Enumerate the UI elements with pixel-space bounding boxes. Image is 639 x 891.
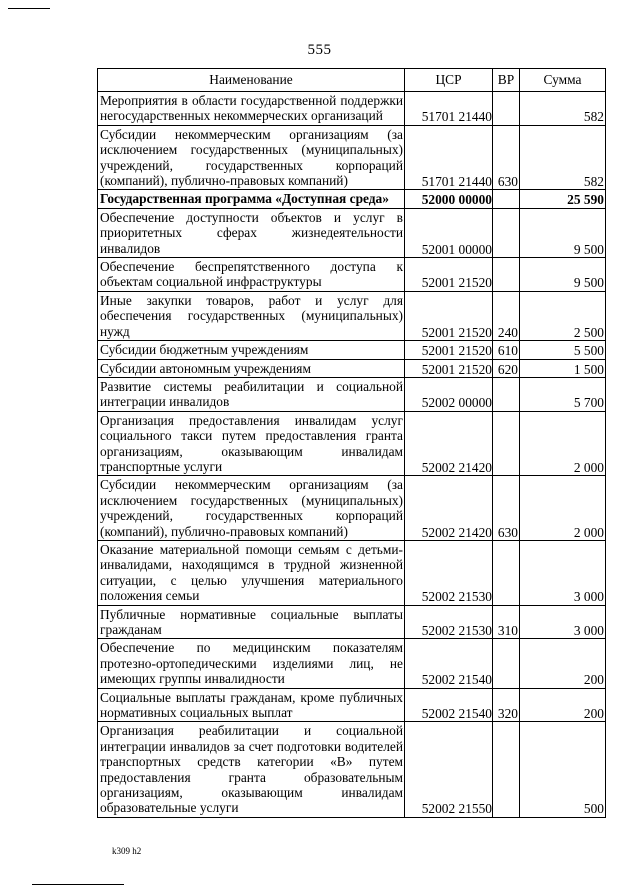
table-row xyxy=(98,359,606,377)
table-row xyxy=(98,639,606,688)
cell-name: Мероприятия в области государственной поддержки негосударственных некоммерческих организаций xyxy=(98,92,405,126)
cell-csr: 52000 00000 xyxy=(405,190,493,208)
cell-sum: 3 000 xyxy=(520,540,606,605)
cell-sum: 582 xyxy=(520,92,606,126)
table-row xyxy=(98,605,606,639)
cell-sum: 1 500 xyxy=(520,359,606,377)
cell-vr: 610 xyxy=(493,341,520,359)
cell-vr: 620 xyxy=(493,359,520,377)
cell-csr: 52002 21530 xyxy=(405,540,493,605)
cell-csr: 51701 21440 xyxy=(405,125,493,190)
table-row xyxy=(98,476,606,541)
cell-sum: 2 500 xyxy=(520,291,606,340)
cell-sum: 2 000 xyxy=(520,411,606,476)
cell-name: Обеспечение доступности объектов и услуг в приоритетных сферах жизнедеятельности инвалидов xyxy=(98,208,405,257)
bottom-rule xyxy=(32,884,124,885)
budget-table xyxy=(97,68,606,818)
cell-vr xyxy=(493,722,520,817)
table-header-row xyxy=(98,69,606,92)
cell-sum: 3 000 xyxy=(520,605,606,639)
table-row xyxy=(98,377,606,411)
cell-sum: 2 000 xyxy=(520,476,606,541)
cell-csr: 52002 21420 xyxy=(405,411,493,476)
cell-sum: 200 xyxy=(520,639,606,688)
cell-name: Обеспечение беспрепятственного доступа к объектам социальной инфраструктуры xyxy=(98,258,405,292)
cell-name: Субсидии автономным учреждениям xyxy=(98,359,405,377)
cell-sum: 582 xyxy=(520,125,606,190)
cell-csr: 52002 21540 xyxy=(405,639,493,688)
page-number: 555 xyxy=(307,42,332,58)
cell-name: Оказание материальной помощи семьям с детьми-инвалидами, находящимся в трудной жизненной ситуации, с целью улучшения материального положения семьи xyxy=(98,540,405,605)
cell-vr: 320 xyxy=(493,688,520,722)
cell-vr xyxy=(493,190,520,208)
cell-csr: 52001 00000 xyxy=(405,208,493,257)
cell-name: Субсидии некоммерческим организациям (за исключением государственных (муниципальных) учреждений, государственных корпораций (компаний), публично-правовых компаний) xyxy=(98,476,405,541)
cell-name: Организация предоставления инвалидам услуг социального такси путем предоставления гранта организациям, оказывающим инвалидам транспортные услуги xyxy=(98,411,405,476)
header-vr: ВР xyxy=(493,69,520,92)
cell-csr: 52001 21520 xyxy=(405,258,493,292)
header-csr: ЦСР xyxy=(405,69,493,92)
cell-name: Государственная программа «Доступная среда» xyxy=(98,190,405,208)
header-sum: Сумма xyxy=(520,69,606,92)
table-row xyxy=(98,722,606,817)
cell-name: Организация реабилитации и социальной интеграции инвалидов за счет подготовки водителей транспортных средств категории «В» путем предоставления гранта образовательным организациям, оказывающим инвалидам образовательные услуги xyxy=(98,722,405,817)
table-row xyxy=(98,190,606,208)
cell-name: Субсидии некоммерческим организациям (за исключением государственных (муниципальных) учреждений, государственных корпораций (компаний), публично-правовых компаний) xyxy=(98,125,405,190)
cell-vr: 240 xyxy=(493,291,520,340)
cell-vr: 310 xyxy=(493,605,520,639)
cell-vr xyxy=(493,258,520,292)
table-row xyxy=(98,411,606,476)
cell-sum: 9 500 xyxy=(520,208,606,257)
cell-name: Социальные выплаты гражданам, кроме публичных нормативных социальных выплат xyxy=(98,688,405,722)
cell-vr: 630 xyxy=(493,125,520,190)
table-row xyxy=(98,540,606,605)
cell-csr: 52001 21520 xyxy=(405,341,493,359)
cell-vr: 630 xyxy=(493,476,520,541)
cell-csr: 52002 21420 xyxy=(405,476,493,541)
cell-csr: 52002 21540 xyxy=(405,688,493,722)
table-row xyxy=(98,688,606,722)
table-row xyxy=(98,341,606,359)
cell-sum: 5 500 xyxy=(520,341,606,359)
cell-csr: 52001 21520 xyxy=(405,359,493,377)
table-row xyxy=(98,125,606,190)
cell-csr: 52002 21530 xyxy=(405,605,493,639)
table-row xyxy=(98,208,606,257)
cell-sum: 9 500 xyxy=(520,258,606,292)
cell-name: Публичные нормативные социальные выплаты гражданам xyxy=(98,605,405,639)
cell-vr xyxy=(493,92,520,126)
cell-name: Иные закупки товаров, работ и услуг для обеспечения государственных (муниципальных) нужд xyxy=(98,291,405,340)
cell-sum: 5 700 xyxy=(520,377,606,411)
cell-name: Развитие системы реабилитации и социальной интеграции инвалидов xyxy=(98,377,405,411)
cell-vr xyxy=(493,377,520,411)
cell-sum: 500 xyxy=(520,722,606,817)
cell-csr: 51701 21440 xyxy=(405,92,493,126)
table-body xyxy=(98,92,606,818)
table-row xyxy=(98,291,606,340)
cell-name: Обеспечение по медицинским показателям протезно-ортопедическими изделиями лиц, не имеющих группы инвалидности xyxy=(98,639,405,688)
cell-csr: 52002 00000 xyxy=(405,377,493,411)
header-name: Наименование xyxy=(98,69,405,92)
cell-vr xyxy=(493,208,520,257)
cell-sum: 200 xyxy=(520,688,606,722)
footer-code: k309 h2 xyxy=(112,846,142,856)
cell-csr: 52001 21520 xyxy=(405,291,493,340)
table-row xyxy=(98,258,606,292)
cell-csr: 52002 21550 xyxy=(405,722,493,817)
cell-vr xyxy=(493,639,520,688)
top-rule xyxy=(8,8,50,9)
table-row xyxy=(98,92,606,126)
cell-name: Субсидии бюджетным учреждениям xyxy=(98,341,405,359)
cell-vr xyxy=(493,540,520,605)
cell-vr xyxy=(493,411,520,476)
cell-sum: 25 590 xyxy=(520,190,606,208)
